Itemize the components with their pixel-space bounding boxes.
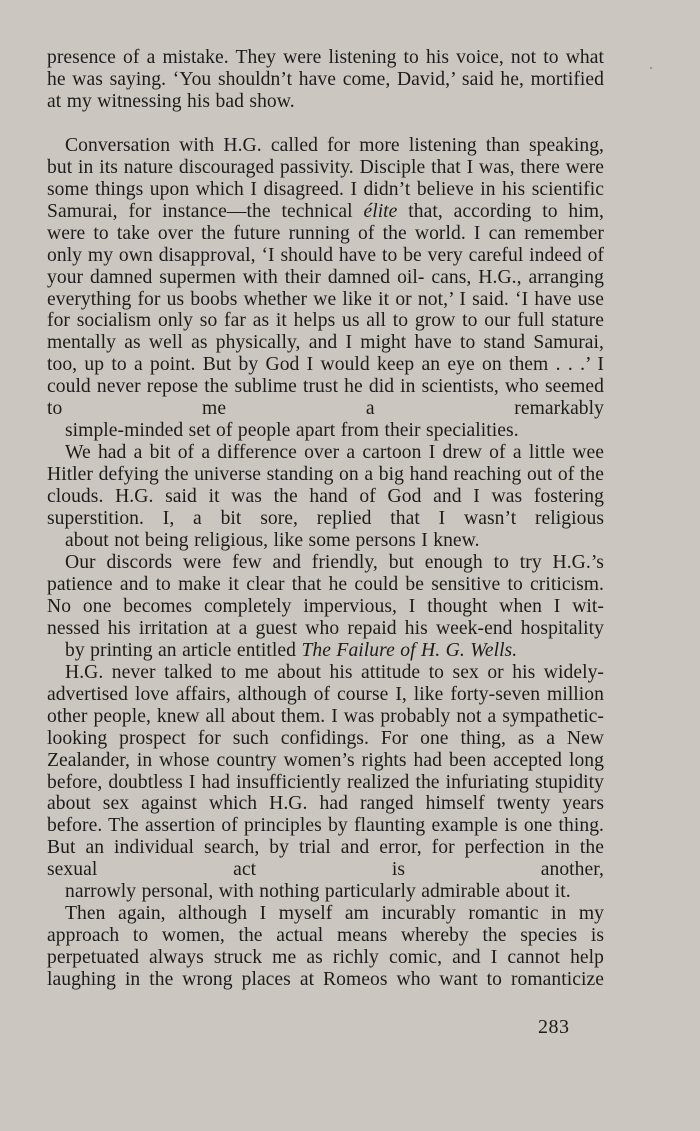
text-line: scientific Samurai, for instance—the technical [47, 178, 604, 222]
article-title: The Failure of H. G. Wells. [301, 639, 518, 661]
paragraph-6 [47, 903, 604, 991]
text-line: at my witnessing his bad show. [47, 90, 295, 112]
text-line: advertised love affairs, although of course I, like forty-seven [47, 683, 541, 705]
text-line: simple-minded set of people apart from their specialities. [65, 420, 519, 442]
text-line: narrowly personal, with nothing particularly admirable about it. [65, 881, 571, 903]
text-line: laughing in the wrong places at Romeos who want to romanticize [47, 969, 604, 991]
paper-speck [650, 67, 652, 69]
paragraph-1 [47, 47, 604, 113]
text-line: thing, as a New Zealander, in whose country women’s rights [47, 727, 605, 771]
text-line: patience and to make it clear that he could be sensitive to criticism. [47, 573, 604, 595]
text-line: remember only my own disapproval, ‘I should have to be very [47, 222, 605, 266]
text-line: Conversation with H.G. called for more listening than speaking, [65, 134, 604, 156]
text-line: Then again, although I myself am incurably romantic in my [65, 903, 604, 925]
paragraph-3 [47, 442, 604, 552]
text-line: to him, were to take over the future running of the world. I can [47, 200, 604, 244]
text-line: and I might have to stand Samurai, too, up to a point. But by [47, 332, 605, 376]
text-line: nessed his irritation at a guest who repaid his week-end hospitality [47, 617, 604, 639]
text-line: million other people, knew all about them. I was probably not [47, 683, 604, 727]
text-line: it or not,’ I said. ‘I have use for socialism only so far as it helps [47, 288, 604, 332]
text-line: had been accepted long before, doubtless I had insufficiently [47, 749, 604, 793]
text-line: had ranged himself twenty years before. The assertion of principles [47, 793, 604, 837]
text-line: about not being religious, like some persons I knew. [65, 530, 480, 552]
text-line: H.G. never talked to me about his attitude to sex or his widely- [65, 661, 604, 683]
text-line: realized the infuriating stupidity about sex against which H.G. [47, 771, 604, 815]
text-line: fostering superstition. I, a bit sore, replied that I wasn’t religious [47, 486, 604, 530]
text-line: Our discords were few and friendly, but enough to try H.G.’s [65, 551, 604, 573]
text-line: wee Hitler defying the universe standing on a big hand reaching [47, 442, 604, 486]
text-line: perpetuated always struck me as richly comic, and I cannot help [47, 947, 604, 969]
text-line: were some things upon which I disagreed. I didn’t believe in his [47, 156, 604, 200]
text-line: but in its nature discouraged passivity. Disciple that I was, there [47, 156, 560, 178]
text-line: sublime trust he did in scientists, who seemed to me a remarkably [47, 376, 605, 420]
text-line: out of the clouds. H.G. said it was the hand of God and I was [47, 464, 605, 508]
text-line: presence of a mistake. They were listening to his voice, not to what [47, 47, 604, 68]
text-line: cans, H.G., arranging everything for us boobs whether we like [47, 266, 604, 310]
section-gap [47, 113, 604, 135]
text-line: We had a bit of a difference over a cartoon I drew of a little [65, 442, 566, 464]
text-line: No one becomes completely impervious, I thought when I wit- [47, 595, 604, 617]
text-line: God I would keep an eye on them . . .’ I could never repose the [47, 354, 604, 398]
page-number: 283 [538, 1016, 570, 1038]
paragraph-4 [47, 552, 604, 662]
text-line: trial and error, for perfection in the sexual act is another, [47, 837, 604, 881]
text-line: by flaunting example is one thing. But an individual search, by [47, 815, 605, 859]
paragraph-2 [47, 135, 604, 442]
text-line: he was saying. ‘You shouldn’t have come, David,’ said he, mortified [47, 68, 604, 90]
text-line: a sympathetic-looking prospect for such confidings. For one [47, 705, 605, 749]
text-line: by printing an article entitled [65, 639, 296, 661]
body-text [47, 47, 604, 991]
text-line: us all to grow to our full stature mentally as well as physically, [47, 310, 604, 354]
text-line: approach to women, the actual means whereby the species is [47, 925, 604, 947]
italic-term: élite [363, 200, 398, 222]
paragraph-5 [47, 662, 604, 903]
text-line: careful indeed of your damned supermen with their damned oil- [47, 244, 605, 288]
text-line: that, according [408, 200, 532, 222]
